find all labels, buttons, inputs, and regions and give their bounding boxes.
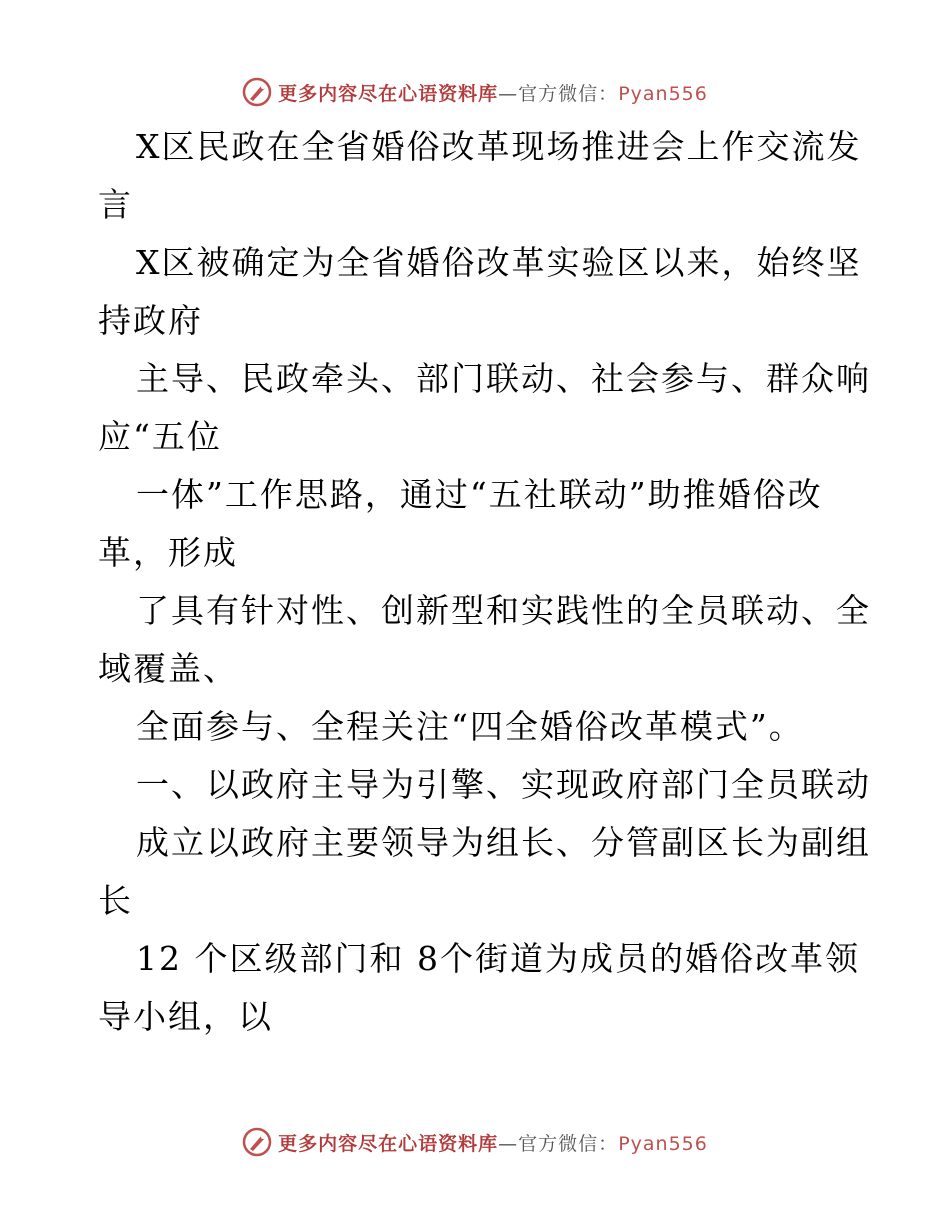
document-body bbox=[98, 118, 871, 1046]
paragraph-line: X区被确定为全省婚俗改革实验区以来，始终坚 bbox=[136, 243, 862, 282]
paragraph-line: 导小组，以 bbox=[98, 997, 273, 1036]
watermark-text bbox=[278, 79, 708, 106]
watermark-main-text: 更多内容尽在心语资料库 bbox=[278, 82, 499, 105]
watermark-main-text: 更多内容尽在心语资料库 bbox=[278, 1132, 499, 1155]
paragraph-line: 12 个区级部门和 8个街道为成员的婚俗改革领 bbox=[136, 939, 860, 978]
paragraph-line: 持政府 bbox=[98, 301, 203, 340]
footer-watermark-banner bbox=[0, 1122, 950, 1162]
header-watermark-banner bbox=[0, 72, 950, 112]
paragraph-line: 主导、民政牵头、部门联动、社会参与、群众响 bbox=[136, 359, 871, 398]
pen-logo-icon bbox=[242, 77, 272, 107]
paragraph-line: 革，形成 bbox=[98, 533, 238, 572]
paragraph-line: X区民政在全省婚俗改革现场推进会上作交流发 bbox=[136, 127, 862, 166]
paragraph-line: 了具有针对性、创新型和实践性的全员联动、全 bbox=[136, 591, 871, 630]
paragraph-line: 成立以政府主要领导为组长、分管副区长为副组 bbox=[136, 823, 871, 862]
watermark-account-text: Pyan556 bbox=[618, 82, 708, 105]
paragraph-line: 长 bbox=[98, 881, 133, 920]
watermark-separator-text: —官方微信： bbox=[498, 82, 619, 105]
watermark-separator-text: —官方微信： bbox=[498, 1132, 619, 1155]
paragraph-line: 应“五位 bbox=[98, 417, 222, 456]
watermark-account-text: Pyan556 bbox=[618, 1132, 708, 1155]
paragraph-line: 言 bbox=[98, 185, 133, 224]
paragraph-line: 域覆盖、 bbox=[98, 649, 238, 688]
paragraph-line: 全面参与、全程关注“四全婚俗改革模式”。 bbox=[136, 707, 804, 746]
paragraph-line: 一体”工作思路，通过“五社联动”助推婚俗改 bbox=[136, 475, 823, 514]
section-heading: 一、以政府主导为引擎、实现政府部门全员联动 bbox=[136, 765, 871, 804]
pen-logo-icon bbox=[242, 1127, 272, 1157]
watermark-text bbox=[278, 1129, 708, 1156]
